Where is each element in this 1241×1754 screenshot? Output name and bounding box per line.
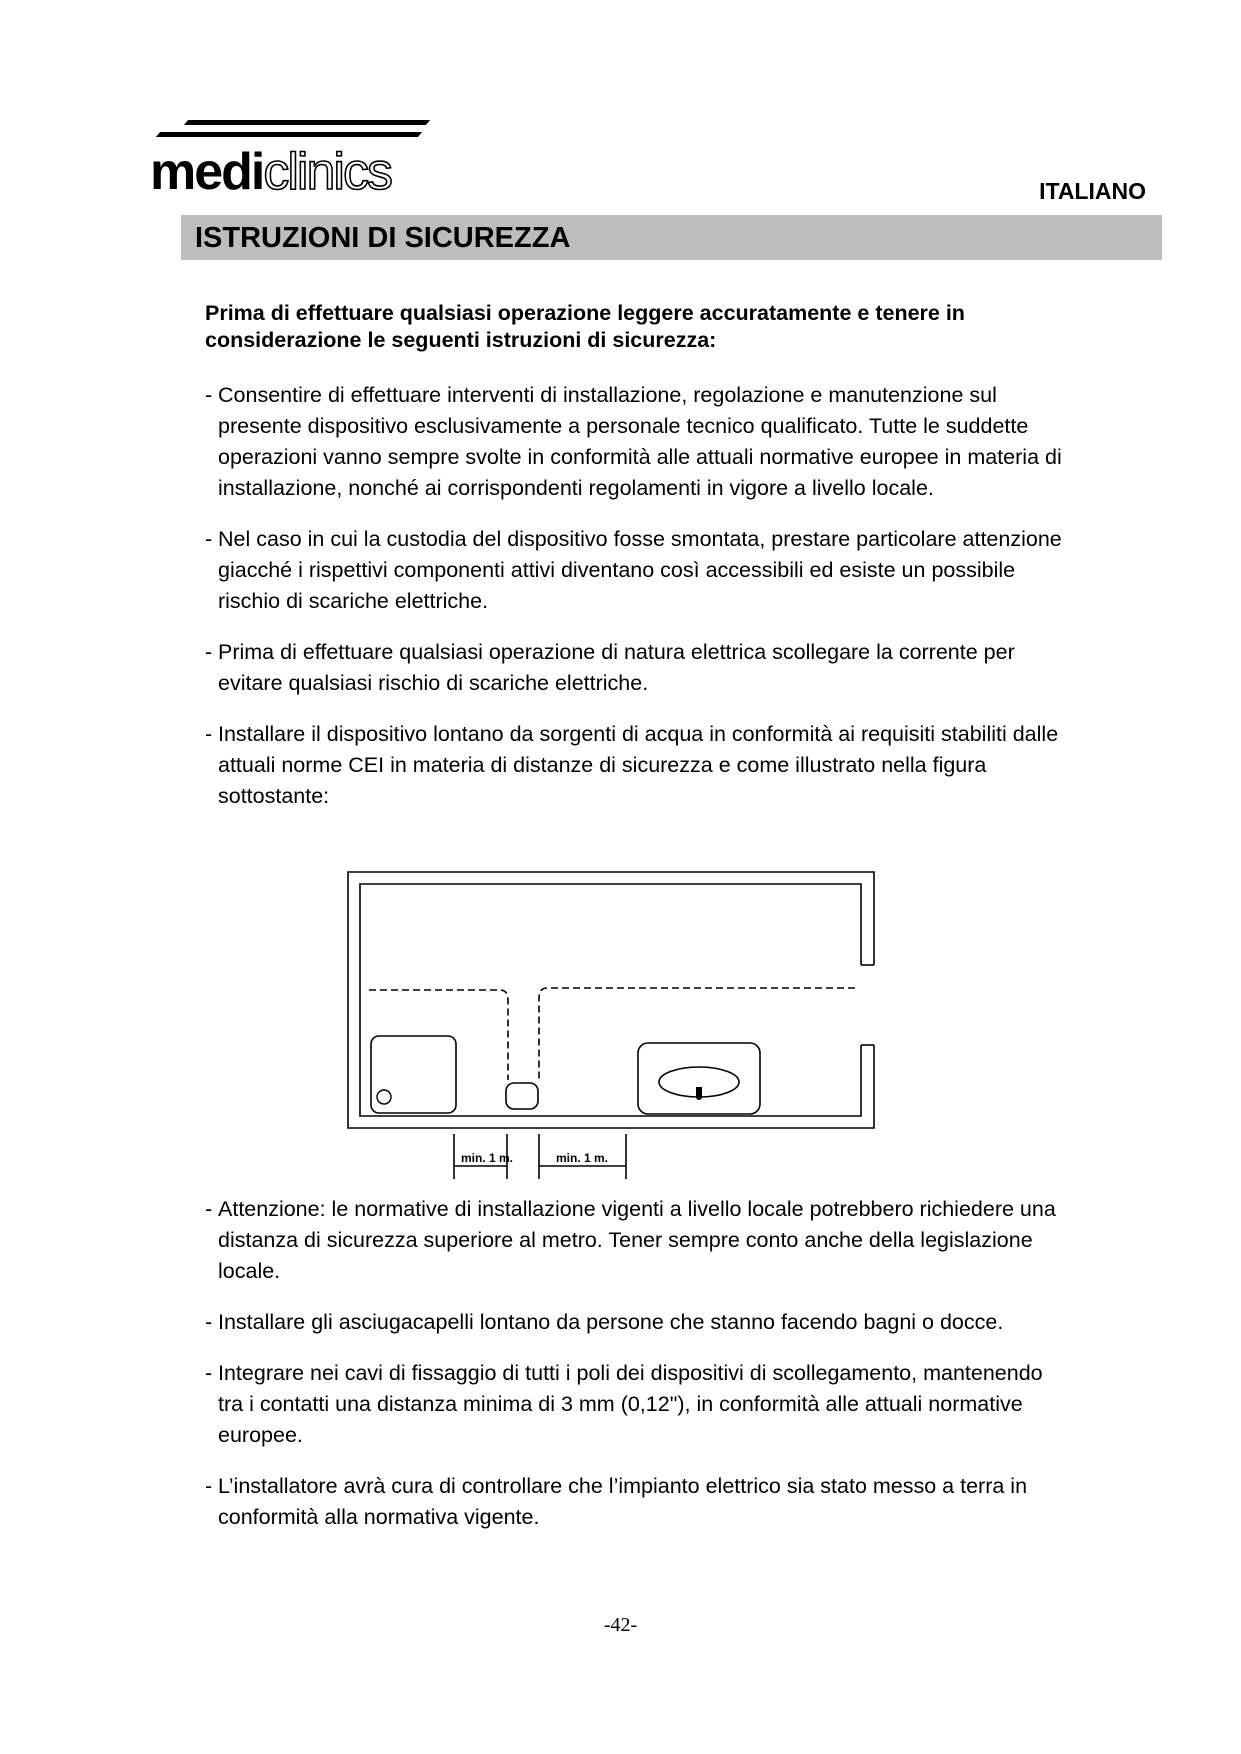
shower-drain — [377, 1090, 391, 1104]
instruction-list-bottom — [205, 1194, 1065, 1553]
brand-logo — [150, 118, 430, 201]
bullet-dash: - — [205, 527, 213, 551]
bathroom-distance-diagram — [340, 870, 900, 1190]
list-item-text: L’installatore avrà cura di controllare che l’impianto elettrico sia stato messo a terra in conformità alla normativa vigente. — [218, 1474, 1028, 1529]
list-item — [205, 1471, 1065, 1533]
page-number: -42- — [603, 1614, 638, 1636]
bullet-dash: - — [205, 722, 213, 746]
list-item — [205, 719, 1065, 812]
language-label: ITALIANO — [1039, 178, 1146, 204]
list-item — [205, 524, 1065, 617]
dimension-label-right: min. 1 m. — [556, 1151, 609, 1165]
washbasin-tap — [696, 1087, 702, 1100]
list-item — [205, 637, 1065, 699]
bullet-dash: - — [205, 1361, 213, 1385]
list-item-text: Prima di effettuare qualsiasi operazione di natura elettrica scollegare la corrente per evitare qualsiasi rischio di scariche elettriche. — [218, 640, 1015, 695]
hand-dryer — [506, 1083, 538, 1109]
logo-wordmark: mediclinics — [150, 143, 391, 201]
list-item-text: Attenzione: le normative di installazione vigenti a livello locale potrebbero richiedere una distanza di sicurezza superiore al metro. Tener sempre conto anche della legislazione locale. — [218, 1197, 1056, 1283]
list-item — [205, 380, 1065, 504]
bullet-dash: - — [205, 1197, 213, 1221]
section-title-band — [181, 215, 1162, 260]
list-item-text: Installare gli asciugacapelli lontano da persone che stanno facendo bagni o docce. — [218, 1310, 1004, 1334]
logo-stripe — [156, 132, 422, 137]
list-item-text: Consentire di effettuare interventi di installazione, regolazione e manutenzione sul presente dispositivo esclusivamente a personale tecnico qualificato. Tutte le suddette operazioni vanno sempre svolte in conformità alle attuali normative europee in materia di installazione, nonché ai corrispondenti regolamenti in vigore a livello locale. — [218, 383, 1062, 500]
intro-paragraph: Prima di effettuare qualsiasi operazione leggere accuratamente e tenere in considerazione le seguenti istruzioni di sicurezza: — [205, 301, 965, 352]
list-item-text: Installare il dispositivo lontano da sorgenti di acqua in conformità ai requisiti stabiliti dalle attuali norme CEI in materia di distanze di sicurezza e come illustrato nella figura sottostante: — [218, 722, 1059, 808]
bullet-dash: - — [205, 383, 213, 407]
list-item-text: Nel caso in cui la custodia del dispositivo fosse smontata, prestare particolare attenzione giacché i rispettivi componenti attivi diventano così accessibili ed esiste un possibile rischio di scariche elettriche. — [218, 527, 1062, 613]
instruction-list-top — [205, 380, 1065, 832]
section-title: ISTRUZIONI DI SICUREZZA — [195, 222, 571, 254]
dimension-label-left: min. 1 m. — [461, 1151, 514, 1165]
list-item — [205, 1358, 1065, 1451]
bullet-dash: - — [205, 1474, 213, 1498]
list-item — [205, 1194, 1065, 1287]
bullet-dash: - — [205, 1310, 213, 1334]
list-item-text: Integrare nei cavi di fissaggio di tutti i poli dei dispositivi di scollegamento, mantenendo tra i contatti una distanza minima di 3 mm (0,12"), in conformità alle attuali normative europee. — [218, 1361, 1043, 1447]
list-item — [205, 1307, 1065, 1338]
bullet-dash: - — [205, 640, 213, 664]
logo-stripe — [184, 120, 430, 125]
